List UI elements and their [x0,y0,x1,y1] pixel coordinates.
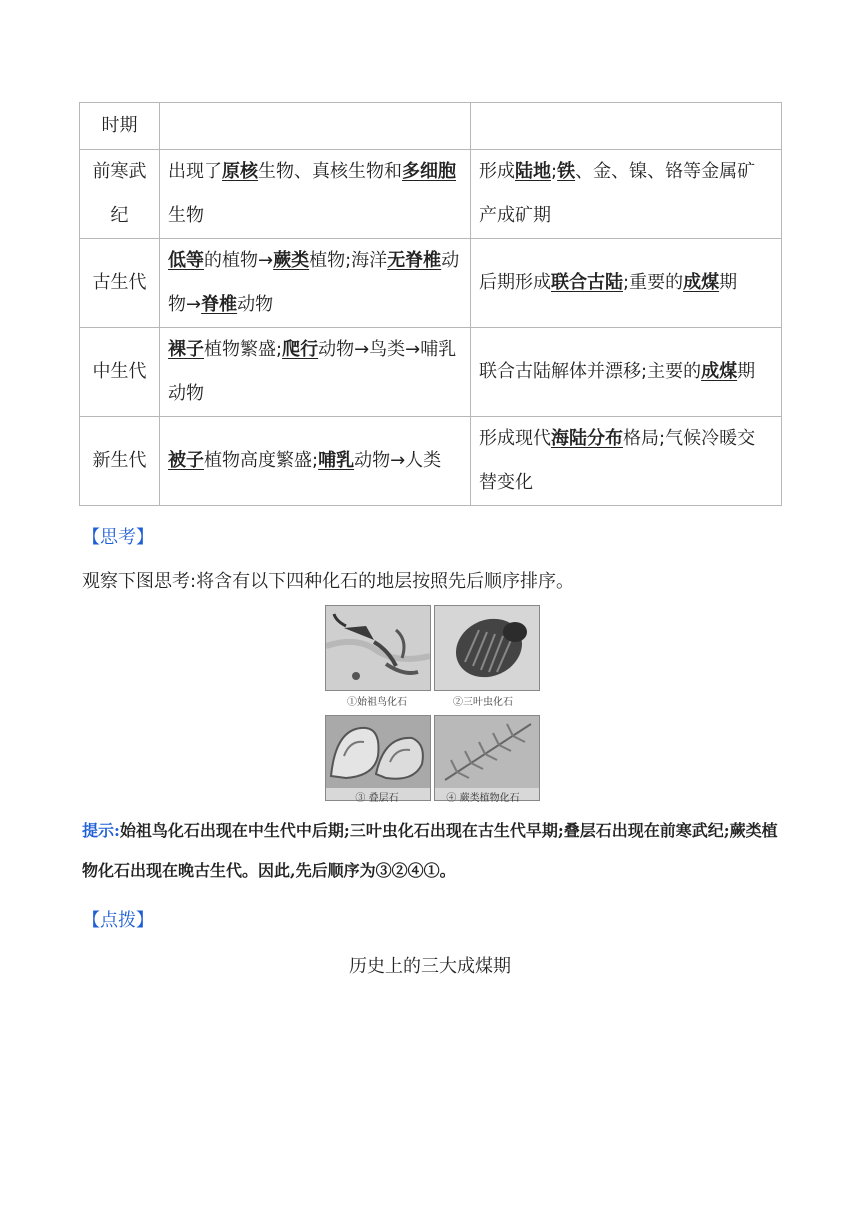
key-term: 哺乳 [318,450,355,471]
table-row [80,239,782,328]
cell-text: 动物 [237,294,274,315]
cell-text: 形成现代 [479,428,551,449]
table-row [80,328,782,417]
cell-text: 植物;海洋 [309,250,388,271]
key-term: 裸子 [168,339,205,360]
table-row [80,417,782,506]
key-term: 被子 [168,450,205,471]
cell-text: 期 [719,272,738,293]
cell-text: 生物、真核生物和 [258,161,403,182]
key-term: 原核 [222,161,259,182]
cell-text: 形成 [479,161,515,182]
organisms-cell [160,417,471,506]
environment-cell [471,239,782,328]
cell-text: 植物高度繁盛; [204,450,319,471]
cell-text: ;重要的 [623,272,684,293]
cell-text: 出现了 [168,161,223,182]
cell-text: 格局;气候冷暖交替变化 [479,428,756,493]
environment-cell [471,150,782,239]
hint-label: 提示: [82,821,120,840]
fossil-figure [322,602,538,802]
archaeopteryx-fossil-icon [325,605,431,691]
cell-text: 的植物→ [204,250,274,271]
header-period: 时期 [80,103,160,150]
key-term: 爬行 [282,339,319,360]
organisms-cell [160,150,471,239]
cell-text: 联合古陆解体并漂移;主要的 [479,361,702,382]
key-term: 无脊椎 [387,250,442,271]
organisms-cell [160,328,471,417]
cell-text: 、金、镍、铬等金属矿产成矿期 [479,161,756,226]
fossil-caption: ②三叶虫化石 [453,697,513,708]
key-term: 联合古陆 [551,272,623,293]
hint-paragraph [82,811,782,891]
key-term: 低等 [168,250,205,271]
cell-text: 期 [737,361,756,382]
table-row [80,150,782,239]
cell-text: 动物→鸟类→哺乳动物 [168,339,457,404]
period-cell: 新生代 [80,417,160,506]
key-term: 多细胞 [402,161,457,182]
header-organisms [160,103,471,150]
organisms-cell [160,239,471,328]
geologic-history-table [79,102,782,506]
key-term: 成煤 [701,361,738,382]
key-term: 铁 [557,161,576,182]
cell-text: 动物→人类 [354,450,442,471]
fossil-caption: ①始祖鸟化石 [347,697,407,708]
environment-cell [471,328,782,417]
cell-text: 后期形成 [479,272,551,293]
trilobite-fossil-icon [434,605,540,691]
hint-text: 始祖鸟化石出现在中生代中后期;三叶虫化石出现在古生代早期;叠层石出现在前寒武纪;蕨类植物化石出现在晚古生代。因此,先后顺序为③②④①。 [82,821,778,880]
header-environment [471,103,782,150]
key-term: 蕨类 [273,250,310,271]
cell-text: 生物 [168,205,205,226]
key-term: 成煤 [683,272,720,293]
cell-text: ; [551,161,558,182]
table-header-row [80,103,782,150]
think-question: 观察下图思考:将含有以下四种化石的地层按照先后顺序排序。 [82,571,575,592]
period-cell: 中生代 [80,328,160,417]
period-cell: 古生代 [80,239,160,328]
fossil-caption: ④ 蕨类植物化石 [446,793,520,804]
tip-heading: 【点拨】 [82,910,154,931]
period-cell: 前寒武纪 [80,150,160,239]
key-term: 海陆分布 [551,428,623,449]
fossil-caption: ③ 叠层石 [355,793,399,804]
section-subtitle: 历史上的三大成煤期 [349,956,511,977]
cell-text: 动物→ [168,250,460,315]
cell-text: 植物繁盛; [204,339,283,360]
key-term: 脊椎 [201,294,238,315]
environment-cell [471,417,782,506]
key-term: 陆地 [515,161,551,182]
think-heading: 【思考】 [82,527,154,548]
